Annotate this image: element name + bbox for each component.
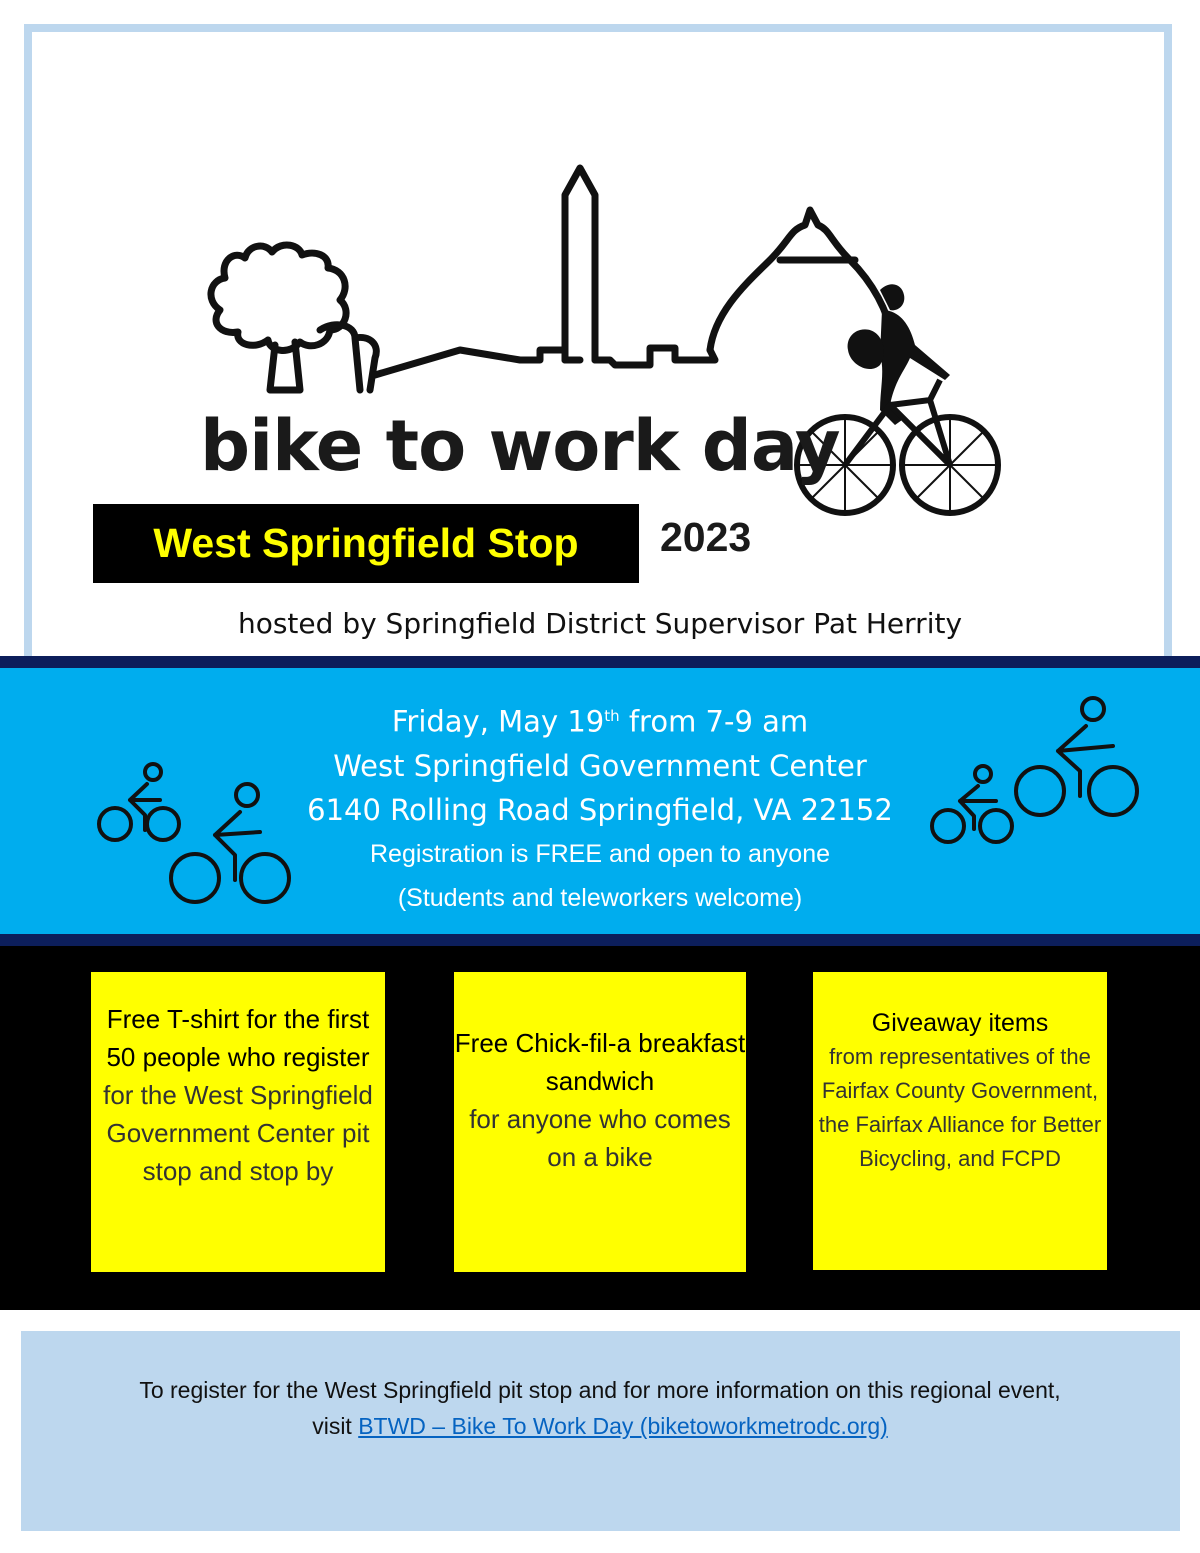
footer-visit-line (0, 1408, 1200, 1444)
hosted-by: hosted by Springfield District Supervisor Pat Herrity (237, 607, 963, 640)
event-year: 2023 (660, 514, 752, 560)
registration-link[interactable]: BTWD – Bike To Work Day (biketoworkmetrodc.org) (358, 1413, 888, 1439)
offer-body: for the West Springfield Government Center pit stop and stop by (103, 1080, 373, 1186)
offer-body: for anyone who comes on a bike (469, 1104, 731, 1172)
offer-body: from representatives of the Fairfax County Government, the Fairfax Alliance for Better Bicycling, and FCPD (818, 1044, 1102, 1171)
event-title: bike to work day (200, 405, 840, 487)
offer-headline: Giveaway items (871, 1009, 1049, 1037)
offer-card-tshirt (91, 972, 385, 1272)
navy-divider-top (0, 656, 1200, 668)
event-date: Friday, May 19th from 7-9 am (391, 704, 809, 739)
event-registration: Registration is FREE and open to anyone (370, 839, 830, 868)
offer-card-breakfast (454, 972, 746, 1272)
cyclist-icon (928, 696, 1140, 852)
navy-divider-bottom (0, 934, 1200, 946)
event-venue: West Springfield Government Center (333, 748, 867, 783)
stop-name: West Springfield Stop (153, 520, 579, 566)
footer-text (0, 1372, 1200, 1444)
event-welcome: (Students and teleworkers welcome) (397, 883, 803, 912)
offer-card-giveaway (813, 972, 1107, 1270)
cyclist-icon (95, 760, 295, 910)
offer-headline: Free Chick-fil-a breakfast sandwich (454, 1028, 746, 1096)
footer-line: To register for the West Springfield pit stop and for more information on this regional event, (139, 1377, 1061, 1403)
stop-name-box (93, 504, 639, 583)
footer-visit-label: visit (312, 1413, 359, 1439)
event-address: 6140 Rolling Road Springfield, VA 22152 (307, 792, 893, 827)
offer-headline: Free T-shirt for the first 50 people who register (106, 1004, 370, 1072)
